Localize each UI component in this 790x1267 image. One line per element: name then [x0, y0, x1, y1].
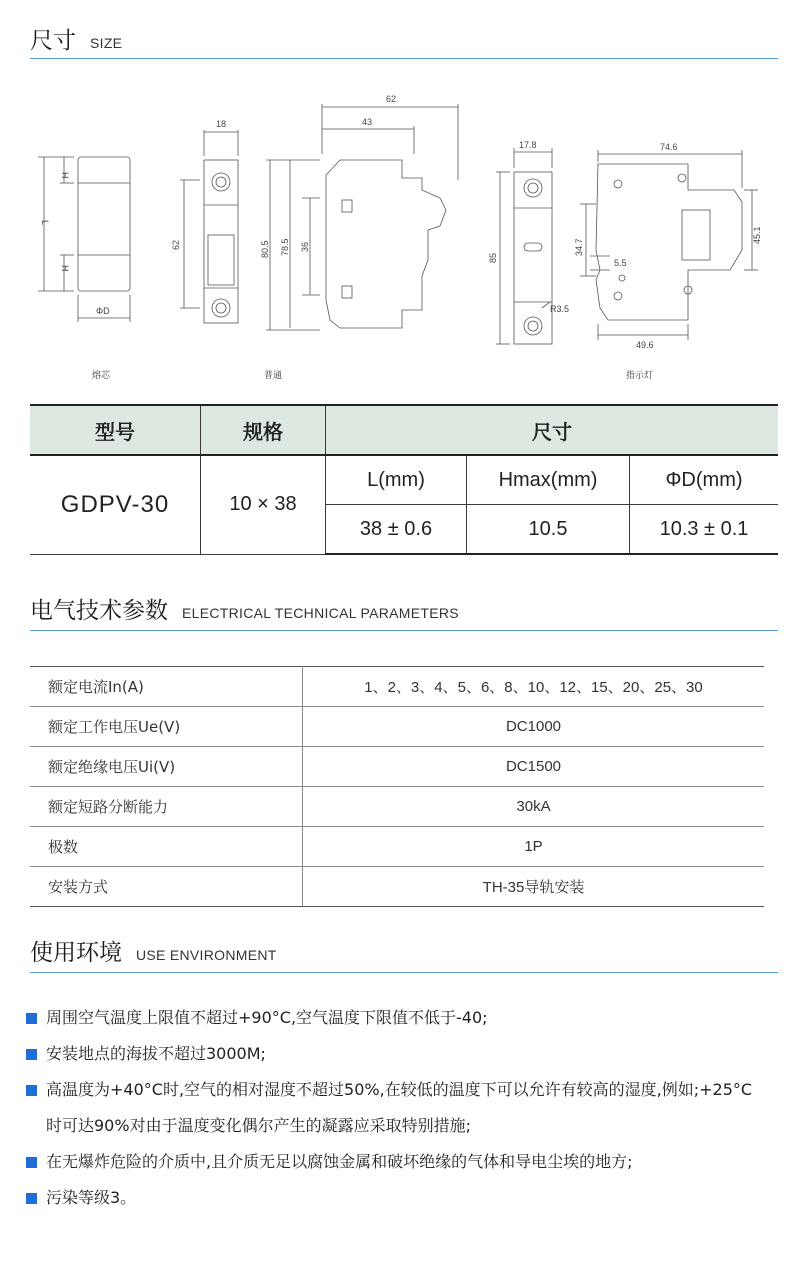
param-row: [30, 667, 764, 707]
normal-side-drawing: [266, 104, 458, 330]
dim-fuse-d: ΦD: [96, 306, 110, 316]
param-label: 额定绝缘电压Ui(V): [30, 747, 303, 787]
dim-normal-805: 80.5: [260, 240, 270, 258]
param-label: 安装方式: [30, 867, 303, 907]
square-bullet-icon: [26, 1085, 37, 1096]
electrical-section-subtitle: ELECTRICAL TECHNICAL PARAMETERS: [182, 605, 459, 621]
dim-normal-36: 36: [300, 241, 310, 252]
dim-indicator-85: 85: [488, 252, 498, 263]
dim-fuse-h-bottom: H: [60, 265, 70, 272]
size-section-subtitle: SIZE: [90, 35, 123, 51]
param-label: 额定电流In(A): [30, 667, 303, 707]
dim-indicator-347: 34.7: [574, 238, 584, 256]
list-item: [26, 1180, 766, 1216]
size-table: [30, 404, 778, 555]
subheader-hmax: Hmax(mm): [467, 455, 630, 505]
dim-indicator-r35: R3.5: [550, 304, 570, 314]
env-text: 安装地点的海拔不超过3000M;: [46, 1044, 266, 1063]
indicator-front-drawing: [496, 148, 552, 344]
caption-normal: 普通: [264, 371, 283, 381]
size-table-sub-row: [30, 455, 778, 505]
dim-fuse-l: L: [40, 220, 50, 226]
param-value: DC1500: [303, 747, 765, 787]
dim-fuse-h-top: H: [60, 172, 70, 179]
header-size: 尺寸: [326, 405, 779, 455]
dim-indicator-746: 74.6: [660, 142, 678, 152]
param-label: 极数: [30, 827, 303, 867]
env-text: 污染等级3。: [46, 1188, 137, 1207]
param-value: DC1000: [303, 707, 765, 747]
size-section-header: [30, 22, 778, 59]
dim-indicator-178: 17.8: [519, 140, 537, 150]
env-text: 高温度为+40°C时,空气的相对湿度不超过50%,在较低的温度下可以允许有较高的湿度,例如;+25°C时可达90%对由于温度变化偶尔产生的凝露应采取特别措施;: [46, 1080, 753, 1135]
dim-normal-43: 43: [362, 117, 373, 127]
dim-indicator-496: 49.6: [636, 340, 654, 350]
size-table-header-row: [30, 405, 778, 455]
param-value: TH-35导轨安装: [303, 867, 765, 907]
dim-normal-785: 78.5: [280, 238, 290, 256]
list-item: [26, 1144, 766, 1180]
subheader-d: ΦD(mm): [630, 455, 779, 505]
list-item: [26, 1000, 766, 1036]
environment-section-header: [30, 934, 778, 973]
environment-section-subtitle: USE ENVIRONMENT: [136, 947, 277, 963]
size-section-title: 尺寸: [30, 28, 76, 54]
list-item: [26, 1036, 766, 1072]
param-row: [30, 867, 764, 907]
env-text: 在无爆炸危险的介质中,且介质无足以腐蚀金属和破坏绝缘的气体和导电尘埃的地方;: [46, 1152, 633, 1171]
indicator-side-drawing: [580, 150, 758, 340]
dim-indicator-55: 5.5: [614, 258, 627, 268]
drawings-svg: [30, 80, 778, 390]
square-bullet-icon: [26, 1193, 37, 1204]
dimension-drawings: [30, 80, 778, 390]
square-bullet-icon: [26, 1157, 37, 1168]
value-hmax: 10.5: [467, 505, 630, 555]
param-row: [30, 707, 764, 747]
cell-model: GDPV-30: [30, 455, 201, 554]
square-bullet-icon: [26, 1049, 37, 1060]
square-bullet-icon: [26, 1013, 37, 1024]
param-label: 额定工作电压Ue(V): [30, 707, 303, 747]
dim-normal-18: 18: [216, 119, 227, 129]
parameters-table: [30, 666, 764, 907]
param-label: 额定短路分断能力: [30, 787, 303, 827]
param-row: [30, 747, 764, 787]
fuse-drawing: [38, 157, 130, 322]
dim-normal-w62: 62: [386, 94, 397, 104]
cell-spec: 10 × 38: [201, 455, 326, 554]
param-row: [30, 787, 764, 827]
list-item: [26, 1072, 766, 1144]
value-d: 10.3 ± 0.1: [630, 505, 779, 555]
electrical-section-header: [30, 592, 778, 631]
env-text: 周围空气温度上限值不超过+90°C,空气温度下限值不低于-40;: [46, 1008, 488, 1027]
electrical-section-title: 电气技术参数: [30, 598, 168, 624]
param-value: 1、2、3、4、5、6、8、10、12、15、20、25、30: [303, 667, 765, 707]
param-value: 1P: [303, 827, 765, 867]
header-spec: 规格: [201, 405, 326, 455]
normal-front-drawing: [180, 130, 238, 323]
subheader-l: L(mm): [326, 455, 467, 505]
caption-indicator: 指示灯: [626, 371, 654, 381]
param-row: [30, 827, 764, 867]
value-l: 38 ± 0.6: [326, 505, 467, 555]
dim-indicator-451: 45.1: [752, 226, 762, 244]
param-value: 30kA: [303, 787, 765, 827]
environment-list: [26, 1000, 766, 1216]
header-model: 型号: [30, 405, 201, 455]
environment-section-title: 使用环境: [30, 940, 122, 966]
dim-normal-h62: 62: [171, 239, 181, 250]
caption-fuse: 熔芯: [92, 371, 111, 381]
